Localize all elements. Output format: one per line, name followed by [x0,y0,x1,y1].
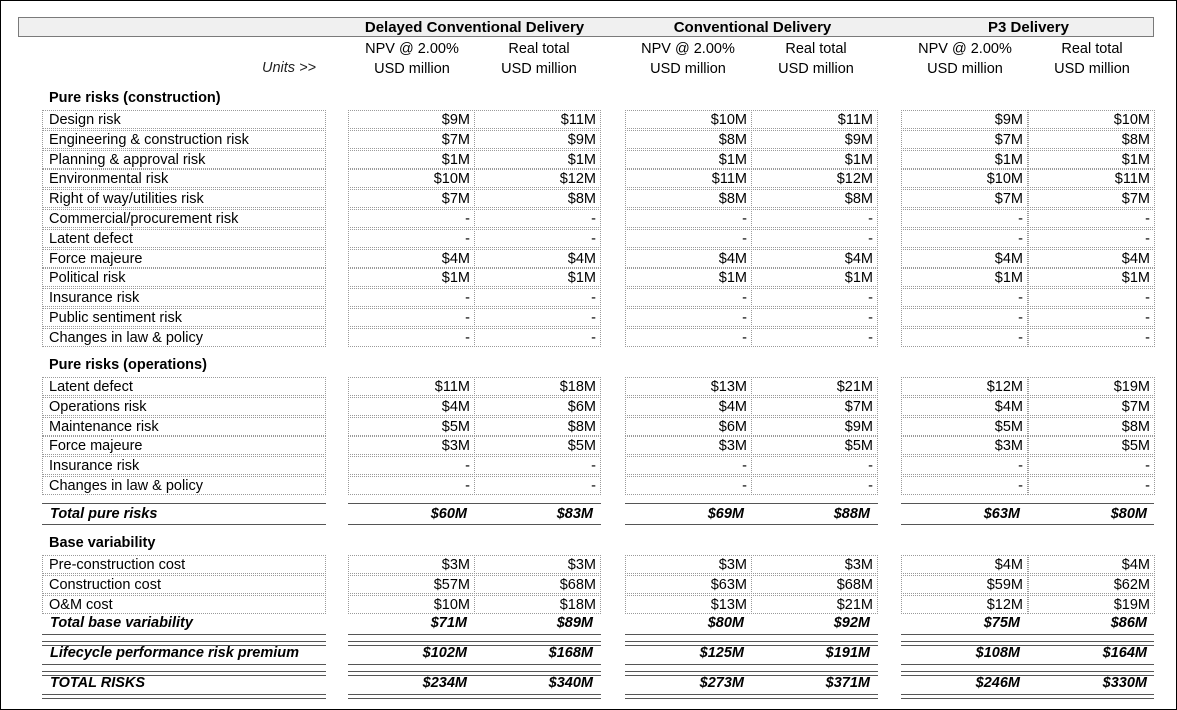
rule [625,503,878,504]
table-row [0,417,1177,437]
value-cell: $12M [901,377,1028,396]
value-cell: $4M [348,249,475,268]
value-cell: $4M [901,555,1028,574]
value-cell: $3M [625,436,752,455]
value-cell: $7M [751,397,878,416]
value-cell: $9M [751,417,878,436]
value-cell: $3M [751,555,878,574]
row-label: Operations risk [42,397,326,416]
value-cell: - [901,229,1028,248]
row-label: Insurance risk [42,456,326,475]
value-cell: - [348,229,475,248]
value-cell: - [901,209,1028,228]
value-cell: - [751,229,878,248]
group-header-p3: P3 Delivery [988,19,1069,36]
value-cell: - [348,288,475,307]
value-cell: - [348,209,475,228]
table-row [0,110,1177,130]
col-header-npv-line2: USD million [650,61,726,77]
value-cell: - [1028,308,1155,327]
value-cell: - [901,288,1028,307]
row-label: Changes in law & policy [42,328,326,347]
value-cell: $9M [751,130,878,149]
value-cell: $57M [348,575,475,594]
col-header-real-line2: USD million [778,61,854,77]
value-cell: $1M [901,150,1028,169]
value-cell: $1M [348,150,475,169]
col-header-npv-line2: USD million [927,61,1003,77]
table-row [0,328,1177,348]
rule [625,634,878,635]
value-cell: $6M [474,397,601,416]
total-row-base-variability [0,614,1177,634]
table-row [0,456,1177,476]
value-cell: $4M [625,249,752,268]
table-row [0,268,1177,288]
col-header-npv-line1: NPV @ 2.00% [365,41,459,57]
value-cell: - [1028,288,1155,307]
value-cell: $5M [751,436,878,455]
value-cell: - [474,328,601,347]
value-cell: - [474,288,601,307]
table-row [0,308,1177,328]
col-header-npv-line1: NPV @ 2.00% [641,41,735,57]
col-header-real-line2: USD million [501,61,577,77]
table-row [0,229,1177,249]
total-row-lifecycle-premium [0,644,1177,664]
value-cell: $4M [625,397,752,416]
value-cell: $1M [901,268,1028,287]
rule [348,634,601,635]
value-cell: - [474,476,601,495]
value-cell: $8M [625,130,752,149]
value-cell: $88M [833,506,870,522]
value-cell: - [625,209,752,228]
value-cell: - [751,476,878,495]
value-cell: $71M [430,615,467,631]
section-title: Pure risks (construction) [49,90,221,106]
double-rule [42,694,326,699]
value-cell: $9M [901,110,1028,129]
group-header-conventional: Conventional Delivery [673,19,832,36]
rule [901,503,1154,504]
rule [348,664,601,665]
double-rule [348,694,601,699]
rule [42,634,326,635]
units-label: Units >> [262,60,316,76]
table-row [0,436,1177,456]
row-label: Right of way/utilities risk [42,189,326,208]
col-header-real-line1: Real total [1061,41,1123,57]
value-cell: $102M [422,645,467,661]
value-cell: - [901,476,1028,495]
value-cell: - [901,328,1028,347]
value-cell: $8M [751,189,878,208]
row-label: Insurance risk [42,288,326,307]
value-cell: $108M [975,645,1020,661]
value-cell: - [474,308,601,327]
value-cell: $4M [901,249,1028,268]
row-label: TOTAL RISKS [50,675,146,691]
value-cell: $1M [751,150,878,169]
value-cell: $62M [1028,575,1155,594]
row-label: Maintenance risk [42,417,326,436]
value-cell: $3M [348,555,475,574]
value-cell: $10M [625,110,752,129]
value-cell: $18M [474,595,601,614]
value-cell: $13M [625,595,752,614]
value-cell: $63M [983,506,1020,522]
value-cell: $1M [1028,268,1155,287]
value-cell: $1M [751,268,878,287]
value-cell: $59M [901,575,1028,594]
value-cell: - [1028,328,1155,347]
value-cell: $4M [348,397,475,416]
value-cell: - [474,229,601,248]
value-cell: - [348,476,475,495]
col-header-real-line2: USD million [1054,61,1130,77]
value-cell: - [751,328,878,347]
value-cell: $12M [901,595,1028,614]
table-row [0,150,1177,170]
double-rule [901,694,1154,699]
value-cell: $4M [1028,555,1155,574]
value-cell: - [901,308,1028,327]
value-cell: $3M [901,436,1028,455]
value-cell: $3M [348,436,475,455]
value-cell: $3M [474,555,601,574]
value-cell: $1M [625,268,752,287]
value-cell: $234M [422,675,467,691]
value-cell: $18M [474,377,601,396]
value-cell: $12M [751,169,878,188]
row-label: Planning & approval risk [42,150,326,169]
value-cell: $11M [474,110,601,129]
rule [901,524,1154,525]
value-cell: - [751,209,878,228]
value-cell: $4M [1028,249,1155,268]
col-header-real-line1: Real total [508,41,570,57]
table-row [0,288,1177,308]
table-row [0,575,1177,595]
value-cell: - [348,456,475,475]
row-label: Construction cost [42,575,326,594]
rule [42,503,326,504]
table-row [0,397,1177,417]
value-cell: $7M [348,130,475,149]
row-label: Force majeure [42,249,326,268]
row-label: Political risk [42,268,326,287]
table-row [0,476,1177,496]
value-cell: $4M [474,249,601,268]
value-cell: $80M [1110,506,1147,522]
value-cell: $75M [983,615,1020,631]
rule [42,664,326,665]
value-cell: $10M [1028,110,1155,129]
rule [348,524,601,525]
value-cell: - [625,328,752,347]
value-cell: $3M [625,555,752,574]
rule [625,524,878,525]
table-row [0,189,1177,209]
value-cell: - [901,456,1028,475]
value-cell: $13M [625,377,752,396]
value-cell: $191M [825,645,870,661]
value-cell: $10M [348,595,475,614]
col-header-npv-line1: NPV @ 2.00% [918,41,1012,57]
value-cell: $8M [1028,417,1155,436]
row-label: O&M cost [42,595,326,614]
row-label: Engineering & construction risk [42,130,326,149]
rule [901,664,1154,665]
value-cell: $371M [825,675,870,691]
value-cell: - [625,308,752,327]
value-cell: $5M [474,436,601,455]
value-cell: - [625,456,752,475]
table-row [0,595,1177,615]
value-cell: $80M [707,615,744,631]
value-cell: $11M [348,377,475,396]
value-cell: $8M [625,189,752,208]
section-title: Pure risks (operations) [49,357,207,373]
value-cell: $125M [699,645,744,661]
value-cell: - [751,308,878,327]
section-title: Base variability [49,535,156,551]
value-cell: $69M [707,506,744,522]
value-cell: $1M [1028,150,1155,169]
rule [348,503,601,504]
value-cell: $7M [901,130,1028,149]
row-label: Commercial/procurement risk [42,209,326,228]
value-cell: - [751,288,878,307]
value-cell: $4M [901,397,1028,416]
value-cell: - [1028,209,1155,228]
value-cell: $83M [556,506,593,522]
value-cell: $68M [751,575,878,594]
value-cell: $6M [625,417,752,436]
value-cell: $10M [348,169,475,188]
value-cell: $68M [474,575,601,594]
value-cell: $1M [625,150,752,169]
rule [901,634,1154,635]
value-cell: $7M [348,189,475,208]
value-cell: - [474,209,601,228]
row-label: Total pure risks [50,506,158,522]
value-cell: - [751,456,878,475]
value-cell: $1M [474,268,601,287]
value-cell: - [625,288,752,307]
row-label: Changes in law & policy [42,476,326,495]
row-label: Design risk [42,110,326,129]
value-cell: $63M [625,575,752,594]
value-cell: $92M [833,615,870,631]
table-row [0,130,1177,150]
value-cell: $7M [901,189,1028,208]
value-cell: $7M [1028,189,1155,208]
value-cell: - [474,456,601,475]
row-label: Force majeure [42,436,326,455]
value-cell: $89M [556,615,593,631]
value-cell: $8M [474,189,601,208]
value-cell: $60M [430,506,467,522]
value-cell: $11M [751,110,878,129]
value-cell: $5M [901,417,1028,436]
value-cell: - [1028,456,1155,475]
value-cell: - [625,476,752,495]
double-rule [625,694,878,699]
value-cell: $168M [548,645,593,661]
table-row [0,377,1177,397]
total-row-pure-risks [0,505,1177,525]
value-cell: - [348,328,475,347]
row-label: Lifecycle performance risk premium [50,645,300,661]
value-cell: $164M [1102,645,1147,661]
value-cell: $5M [1028,436,1155,455]
value-cell: $1M [474,150,601,169]
table-row [0,249,1177,269]
table-row [0,555,1177,575]
row-label: Environmental risk [42,169,326,188]
col-header-npv-line2: USD million [374,61,450,77]
col-header-real-line1: Real total [785,41,847,57]
value-cell: $11M [625,169,752,188]
rule [42,524,326,525]
value-cell: - [1028,476,1155,495]
value-cell: - [348,308,475,327]
value-cell: $273M [699,675,744,691]
value-cell: $9M [348,110,475,129]
row-label: Total base variability [50,615,193,631]
value-cell: $21M [751,377,878,396]
rule [625,664,878,665]
value-cell: $8M [474,417,601,436]
value-cell: $12M [474,169,601,188]
value-cell: - [1028,229,1155,248]
value-cell: $9M [474,130,601,149]
value-cell: - [625,229,752,248]
row-label: Pre-construction cost [42,555,326,574]
value-cell: $86M [1110,615,1147,631]
row-label: Public sentiment risk [42,308,326,327]
value-cell: $19M [1028,595,1155,614]
value-cell: $10M [901,169,1028,188]
value-cell: $11M [1028,169,1155,188]
group-header-delayed: Delayed Conventional Delivery [364,19,585,36]
row-label: Latent defect [42,377,326,396]
value-cell: $21M [751,595,878,614]
table-row [0,209,1177,229]
value-cell: $7M [1028,397,1155,416]
total-row-total-risks [0,674,1177,694]
value-cell: $246M [975,675,1020,691]
value-cell: $340M [548,675,593,691]
value-cell: $330M [1102,675,1147,691]
row-label: Latent defect [42,229,326,248]
value-cell: $4M [751,249,878,268]
value-cell: $5M [348,417,475,436]
table-row [0,169,1177,189]
value-cell: $8M [1028,130,1155,149]
value-cell: $19M [1028,377,1155,396]
value-cell: $1M [348,268,475,287]
